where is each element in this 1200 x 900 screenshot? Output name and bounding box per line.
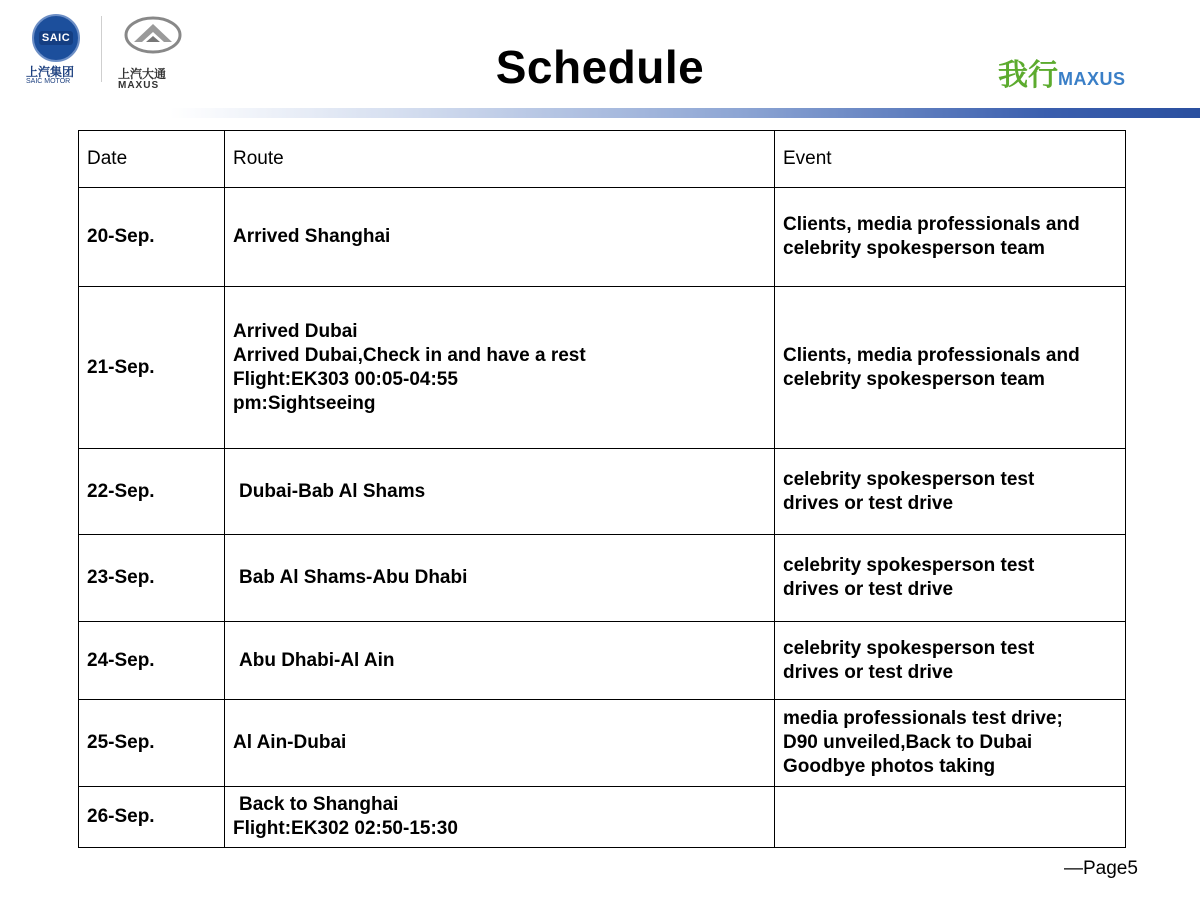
event-line: Clients, media professionals and (783, 344, 1080, 366)
table-row (79, 287, 1126, 449)
event-cell (775, 700, 1126, 787)
event-cell (775, 449, 1126, 535)
route-line: pm:Sightseeing (233, 392, 376, 414)
route-cell (225, 622, 775, 700)
brand-logo-cn: 我行 (998, 59, 1058, 92)
event-line: celebrity spokesperson test (783, 555, 1035, 576)
route-line: Dubai-Bab Al Shams (239, 480, 426, 502)
table-header-row (79, 131, 1126, 188)
event-cell (775, 287, 1126, 449)
event-line: drives or test drive (783, 579, 954, 600)
date-cell: 20-Sep. (79, 188, 225, 287)
route-line: Flight:EK302 02:50-15:30 (233, 818, 458, 839)
date-cell: 21-Sep. (79, 287, 225, 449)
route-line: Arrived Shanghai (233, 226, 391, 247)
maxus-logo-en: MAXUS (118, 80, 160, 91)
route-cell (225, 787, 775, 848)
date-cell: 24-Sep. (79, 622, 225, 700)
event-line: Clients, media professionals and (783, 214, 1080, 235)
route-cell (225, 535, 775, 622)
event-cell (775, 787, 1126, 848)
saic-logo-en: SAIC MOTOR (26, 78, 71, 85)
event-line: Goodbye photos taking (783, 756, 996, 777)
route-line: Abu Dhabi-Al Ain (239, 649, 395, 671)
date-cell: 25-Sep. (79, 700, 225, 787)
table-row (79, 622, 1126, 700)
date-cell: 23-Sep. (79, 535, 225, 622)
table-row (79, 449, 1126, 535)
table-row (79, 700, 1126, 787)
event-line: media professionals test drive; (783, 708, 1063, 729)
table-row (79, 188, 1126, 287)
page-number: —Page5 (1064, 858, 1138, 879)
route-cell (225, 700, 775, 787)
route-line: Arrived Dubai (233, 320, 358, 342)
table-row (79, 535, 1126, 622)
event-line: drives or test drive (783, 492, 954, 514)
route-line: Back to Shanghai (239, 794, 399, 815)
route-line: Bab Al Shams-Abu Dhabi (239, 567, 468, 588)
saic-badge-text: SAIC (39, 31, 73, 45)
saic-logo-cn: 上汽集团 (26, 65, 75, 79)
event-line: drives or test drive (783, 661, 954, 683)
table-row (79, 787, 1126, 848)
header-date: Date (79, 131, 225, 188)
maxus-brand-logo (998, 50, 1178, 92)
route-cell (225, 287, 775, 449)
route-cell (225, 449, 775, 535)
schedule-table (78, 130, 1126, 848)
date-cell: 26-Sep. (79, 787, 225, 848)
route-cell (225, 188, 775, 287)
route-line: Flight:EK303 00:05-04:55 (233, 368, 458, 390)
header-gradient-bar (170, 108, 1200, 118)
header-route: Route (225, 131, 775, 188)
event-line: celebrity spokesperson test (783, 637, 1035, 659)
event-line: celebrity spokesperson team (783, 238, 1045, 259)
header-event: Event (775, 131, 1126, 188)
event-cell (775, 188, 1126, 287)
maxus-logo-cn: 上汽大通 (118, 67, 167, 81)
route-line: Al Ain-Dubai (233, 732, 347, 753)
date-cell: 22-Sep. (79, 449, 225, 535)
event-cell (775, 535, 1126, 622)
event-line: celebrity spokesperson test (783, 468, 1035, 490)
event-line: D90 unveiled,Back to Dubai (783, 732, 1033, 753)
event-line: celebrity spokesperson team (783, 368, 1045, 390)
page-title: Schedule (495, 41, 705, 93)
route-line: Arrived Dubai,Check in and have a rest (233, 344, 586, 366)
event-cell (775, 622, 1126, 700)
brand-logo-en: MAXUS (1058, 69, 1126, 89)
